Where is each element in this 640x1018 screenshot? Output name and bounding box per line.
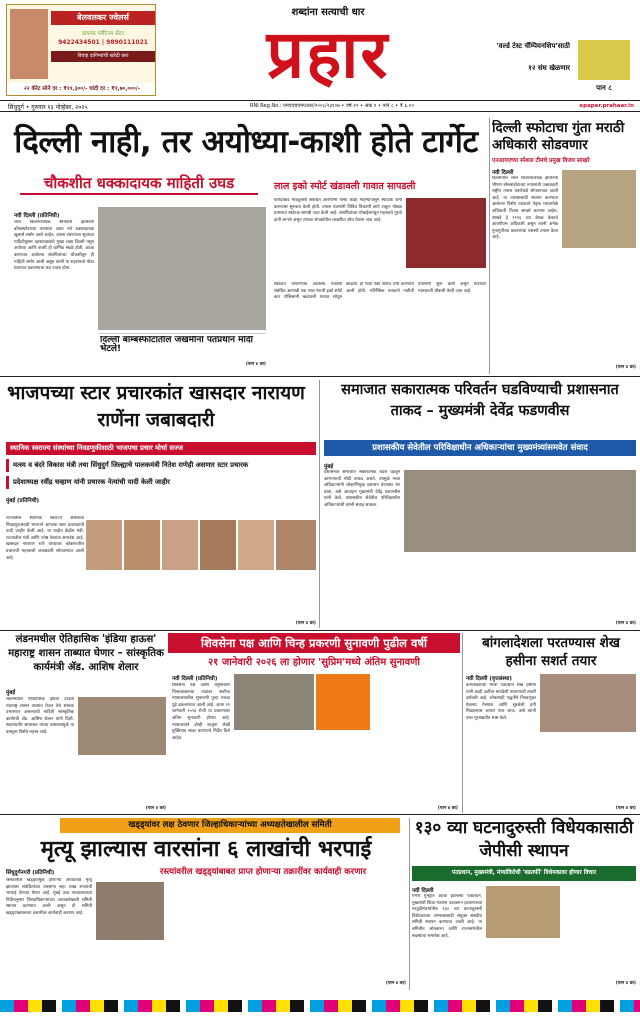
accident-body: रस्त्यांवरील खड्ड्यांमुळे होणाऱ्या अपघातात मृत्यू झाल्यास संबंधितांच्या वारसांना सहा लाख रुपयांची भरपाई देण्यात येणार आहे. मुंबई उच्च न्यायालयाच्या निर्देशानुसार जिल्हाधिकाऱ्यांच्या अध्यक्षतेखाली समिती स्थापन करण्यात आली असून ही समिती खड्ड्यांबाबतच्या तक्रारींवर कार्यवाही करणार आहे. — [6, 878, 92, 916]
london-body-cont — [78, 758, 166, 812]
column-divider-jpc — [409, 818, 410, 990]
edition-bar — [0, 100, 640, 112]
bjp-body: राज्यातील स्थानिक स्वराज्य संस्थांच्या निवडणुकांसाठी भाजपने आपल्या स्टार प्रचारकांची यादी जाहीर केली आहे. या यादीत केंद्रीय मंत्री, राज्यातील मंत्री आणि ज्येष्ठ नेत्यांचा समावेश आहे. खासदार नारायण राणे यांच्यावर कोकणातील प्रचाराची महत्त्वाची जबाबदारी सोपवण्यात आली आहे. — [6, 516, 84, 561]
side-teaser-text-1: 'वर्ल्ड टेस्ट चॅम्पियनशिप'साठी — [496, 42, 570, 50]
jpc-continued: (पान ४ वर) — [615, 981, 636, 986]
ad-brand-name: बेलवलकर ज्वेलर्स — [51, 11, 155, 25]
lead-dateline: नवी दिल्ली (प्रतिनिधी) — [14, 213, 60, 219]
cm-strip: प्रशासकीय सेवेतील परिविक्षाधीन अधिकाऱ्यांचा मुख्यमंत्र्यांसमवेत संवाद — [324, 440, 636, 456]
accident-continued: (पान ४ वर) — [385, 981, 406, 986]
side-teaser-text-2: १२ संघ खेळणार — [528, 64, 570, 72]
column-divider-mid — [319, 380, 320, 628]
accident-body-cont-2 — [96, 944, 164, 988]
bjp-bullet-1: स्थानिक स्वराज्य संस्थांच्या निवडणुकीसाठी भाजपचा प्रचार मोर्चा सज्ज — [6, 442, 316, 455]
masthead-side-teaser — [470, 40, 634, 96]
london-headline: लंडनमधील ऐतिहासिक 'इंडिया हाऊस' महाराष्ट्र शासन ताब्यात घेणार – सांस्कृतिक कार्यमंत्री ॲड. आशिष शेलार — [8, 634, 164, 673]
lead-body-col1: लाल किल्ल्याजवळ सोमवारी झालेल्या बॉम्बस्फोटाच्या तपासात आता नवे धक्कादायक खुलासे समोर आले आहेत. तपास यंत्रणांच्या सूत्रांच्या माहितीनुसार दहशतवाद्यांचे मुख्य लक्ष्य दिल्ली नसून अयोध्या आणि काशी ही धार्मिक स्थळे होती. अटक करण्यात आलेल्या संशयितांच्या चौकशीतून ही माहिती समोर आली असून त्यांनी या शहरांमध्ये मोठा घातपात घडवण्याचा कट रचला होता. — [14, 220, 94, 272]
cm-continued: (पान ४ वर) — [615, 621, 636, 626]
hasina-body-cont — [540, 736, 636, 812]
jpc-parliament-photo — [486, 886, 560, 938]
shivsena-body-cont — [234, 734, 458, 812]
cm-dateline: मुंबई — [324, 464, 334, 470]
lead-photo-hospital — [98, 207, 266, 330]
hasina-continued: (पान ४ वर) — [615, 806, 636, 811]
registration-color-bar — [0, 1000, 640, 1012]
jpc-body-cont — [486, 942, 560, 988]
ad-tagline: डायमंड प्लॅटिनम सेंटर — [81, 31, 125, 37]
side-story-dateline: नवी दिल्ली — [492, 170, 514, 176]
accident-subhead: रस्त्यांवरील खड्ड्यांबाबत प्राप्त होणाऱ्या तक्रारींवर कार्यवाही करणार — [159, 867, 367, 877]
masthead-logo: प्रहार — [266, 16, 390, 93]
bjp-continued: (पान ४ वर) — [295, 621, 316, 626]
lead-subhead: चौकशीत धक्कादायक माहिती उघड — [20, 171, 258, 195]
lead-body-col3: स्फोटात वापरण्यात आलेल्या गाडीशी संबंधित आणखी एक लाल रंगाची इको स्पोर्ट कार पोलिसांनी खंडावली गावात शोधून काढली. ही गाडी एका शेतात उभी करण्यात आली होती. फॉरेन्सिक पथकाने गाडीची तपासणी सुरू केली असून गाडीच्या मालकाची चौकशी केली जात आहे. — [274, 282, 486, 301]
side-story-continued: (पान ४ वर) — [615, 365, 636, 370]
leader-photo-6 — [276, 520, 316, 570]
leader-photo-5 — [238, 520, 274, 570]
side-teaser-page: पान ८ — [596, 84, 612, 92]
jpc-strip: पंतप्रधान, मुख्यमंत्री, मंत्र्यांविरोधी 'बडतर्फी' विधेयकावर होणार विचार — [412, 866, 636, 881]
column-divider-right — [489, 118, 490, 374]
accident-kicker: खड्ड्यांवर लक्ष ठेवणार जिल्हाधिकाऱ्यांच्या अध्यक्षतेखालील समिती — [60, 818, 400, 833]
side-story-headline: दिल्ली स्फोटाचा गुंता मराठी अधिकारी सोडवणार — [492, 120, 625, 153]
side-story-body-cont — [562, 252, 636, 364]
lead-box-title: लाल इको स्पोर्ट खंडावली गावात सापडली — [274, 181, 416, 192]
leader-photo-3 — [162, 520, 198, 570]
accident-collector-photo — [96, 882, 164, 940]
bjp-bullets — [6, 442, 316, 514]
leader-photo-2 — [124, 520, 160, 570]
hasina-dateline: नवी दिल्ली (वृत्तसंस्था) — [466, 676, 512, 682]
bjp-headline: भाजपच्या स्टार प्रचारकांत खासदार नारायण राणेंना जबाबदारी — [7, 382, 305, 431]
cm-headline: समाजात सकारात्मक परिवर्तन घडविण्याची प्रशासनात ताकद – मुख्यमंत्री देवेंद्र फडणवीस — [341, 382, 619, 419]
jpc-dateline: नवी दिल्ली — [412, 888, 434, 894]
ad-model-photo — [10, 9, 48, 79]
ad-offer: विवाह दागिन्यांची खरेदी करा — [51, 51, 155, 62]
bjp-leader-photos — [86, 520, 316, 570]
bjp-bullet-3: प्रदेशाध्यक्ष रवींद्र चव्हाण यांनी प्रचारक नेत्यांची यादी केली जाहीर — [6, 476, 316, 489]
shivsena-subhead: २१ जानेवारी २०२६ ला होणार 'सुप्रिम'मध्ये अंतिम सुनावणी — [207, 657, 420, 668]
accident-dateline: सिंधुदुर्गनगरी (प्रतिनिधी) — [6, 870, 55, 876]
shivsena-body: शिवसेना पक्ष आणि धनुष्यबाण चिन्हाबाबतच्या वादावर सर्वोच्च न्यायालयातील सुनावणी पुन्हा एकदा पुढे ढकलण्यात आली आहे. आता २१ जानेवारी २०२६ रोजी या प्रकरणावर अंतिम सुनावणी होणार आहे. न्यायालयाने दोन्ही बाजूंना लेखी युक्तिवाद सादर करण्याचे निर्देश दिले आहेत. — [172, 683, 230, 741]
jpc-body: गंभीर गुन्ह्यांत अटक झालेल्या पंतप्रधान, मुख्यमंत्री किंवा मंत्र्यांना पदावरून हटवण्याच्या तरतुदीसंदर्भातील १३० व्या घटनादुरुस्ती विधेयकाच्या अभ्यासासाठी संयुक्त संसदीय समिती स्थापन करण्यात आली आहे. या समितीत लोकसभा आणि राज्यसभेतील सदस्यांचा समावेश आहे. — [412, 894, 482, 939]
section-rule-2 — [0, 630, 640, 631]
lead-body-col2: फरिदाबाद मॉड्यूलशी संबंधित आरोपींनी गेल्या काही महिन्यांपासून स्फोटके जमा करण्यास सुरुवात केली होती. तपास यंत्रणांनी विविध ठिकाणी छापे टाकून मोठ्या प्रमाणात स्फोटक सामग्री जप्त केली आहे. संशयितांच्या मोबाईलमधून महत्त्वाचे पुरावे हाती लागले असून त्यांच्या संपर्कातील व्यक्तींचा शोध घेतला जात आहे. — [274, 198, 402, 223]
london-dateline: मुंबई — [6, 690, 16, 696]
ad-phones: 9422434501 | 9890111021 — [58, 39, 148, 46]
cm-body: प्रशासनात समाजात सकारात्मक बदल घडवून आणण्याची मोठी ताकद असते. त्यामुळे नव्या अधिकाऱ्यांनी लोकाभिमुख प्रशासन देण्यावर भर द्यावा, असे आवाहन मुख्यमंत्री देवेंद्र फडणवीस यांनी केले. प्रशासकीय सेवेतील परिविक्षाधीन अधिकाऱ्यांशी त्यांनी संवाद साधला. — [324, 470, 400, 508]
london-body: लंडनमधील ऐतिहासिक इंडिया हाऊस महाराष्ट्र शासन ताब्यात घेऊन तेथे स्मारक उभारणार असल्याची माहिती सांस्कृतिक कार्यमंत्री ॲड. आशिष शेलार यांनी दिली. स्वातंत्र्यवीर सावरकर यांच्या वास्तव्यामुळे या वास्तूला विशेष महत्त्व आहे. — [6, 697, 74, 735]
lead-continued: (पान ४ वर) — [245, 362, 266, 367]
shivsena-dateline: नवी दिल्ली (प्रतिनिधी) — [172, 676, 218, 682]
london-continued: (पान ४ वर) — [145, 806, 166, 811]
epaper-link[interactable]: epaper.prahaar.in — [579, 103, 634, 109]
bjp-bullet-2: मत्स्य व बंदरे विकास मंत्री तथा सिंधुदुर्ग जिल्ह्याचे पालकमंत्री नितेश राणेही असणार स्टार प्रचारक — [6, 459, 316, 472]
hasina-headline: बांगलादेशला परतण्यास शेख हसीना सशर्त तयार — [482, 635, 620, 669]
masthead-tagline: शब्दांना सत्याची धार — [291, 7, 365, 18]
masthead-ad-box — [6, 4, 156, 96]
london-shelar-photo — [78, 697, 166, 755]
shivsena-court-photo — [234, 674, 314, 730]
shivsena-logo-photo — [316, 674, 370, 730]
side-story-body: दिल्लीतील लाल किल्ल्याजवळ झालेल्या भीषण बॉम्बस्फोटाच्या तपासाची जबाबदारी राष्ट्रीय तपास यंत्रणेकडे सोपवण्यात आली आहे. या तपासासाठी स्थापन करण्यात आलेल्या विशेष पथकाचे नेतृत्व मराठमोळे अधिकारी विजय साखरे करणार आहेत. साखरे हे १९९६ च्या केरळ केडरचे आयपीएस अधिकारी असून त्यांनी अनेक गुंतागुंतीच्या प्रकरणांचा यशस्वी तपास केला आहे. — [492, 176, 558, 241]
side-story-tag: एनआयएच्या स्पेशल टीमचे प्रमुख विजय साखरे — [492, 158, 590, 164]
ad-rates-bar: २२ कॅरेट सोने दर : ₹११,३००/- चांदी दर : ₹१,७०,०००/- — [7, 83, 156, 95]
jpc-body-cont-2 — [564, 886, 636, 986]
shivsena-headline: शिवसेना पक्ष आणि चिन्ह प्रकरणी सुनावणी पुढील वर्षी — [168, 633, 460, 653]
lead-headline: दिल्ली नाही, तर अयोध्या-काशी होते टार्गेट — [14, 124, 478, 160]
shivsena-continued: (पान ४ वर) — [437, 806, 458, 811]
leader-photo-1 — [86, 520, 122, 570]
shivsena-body-cont-2 — [374, 674, 458, 732]
side-story-officer-photo — [562, 170, 636, 248]
leader-photo-4 — [200, 520, 236, 570]
hasina-photo — [540, 674, 636, 732]
trophy-photo — [578, 40, 630, 80]
lead-photo-redcar — [406, 198, 486, 268]
cm-meeting-photo — [404, 470, 636, 552]
accident-headline: मृत्यू झाल्यास वारसांना ६ लाखांची भरपाई — [40, 837, 372, 862]
cm-body-cont — [324, 556, 636, 620]
bjp-dateline: मुंबई (प्रतिनिधी) — [6, 498, 40, 504]
section-rule-1 — [0, 376, 640, 377]
jpc-headline: १३० व्या घटनादुरुस्ती विधेयकासाठी जेपीसी स्थापन — [414, 818, 634, 861]
lead-photo-caption-text: दिल्ली बॉम्बस्फोटातील जखमींना पंतप्रधान मोदी भेटले! — [100, 336, 253, 355]
registration-line: RNI Reg.No.: एमएएचएमएआर/२००८/२३९०७ • वर्ष २२ • अंक १ • पाने ८ • ₹ ६.०० — [250, 103, 414, 109]
section-rule-3 — [0, 814, 640, 815]
column-divider-hasina — [462, 633, 463, 813]
accident-body-cont — [168, 882, 406, 988]
hasina-body: बांगलादेशच्या माजी पंतप्रधान शेख हसीना यांनी काही अटींवर मायदेशी परतण्याची तयारी दर्शवली आहे. लोकशाही पद्धतीने निवडणुका घेतल्या गेल्यास आणि सुरक्षेची हमी मिळाल्यास आपण परत जाऊ, असे त्यांनी एका मुलाखतीत स्पष्ट केले. — [466, 683, 536, 721]
edition-date: सिंधुदुर्ग • गुरुवार १३ नोव्हेंबर, २०२५ — [8, 104, 88, 111]
